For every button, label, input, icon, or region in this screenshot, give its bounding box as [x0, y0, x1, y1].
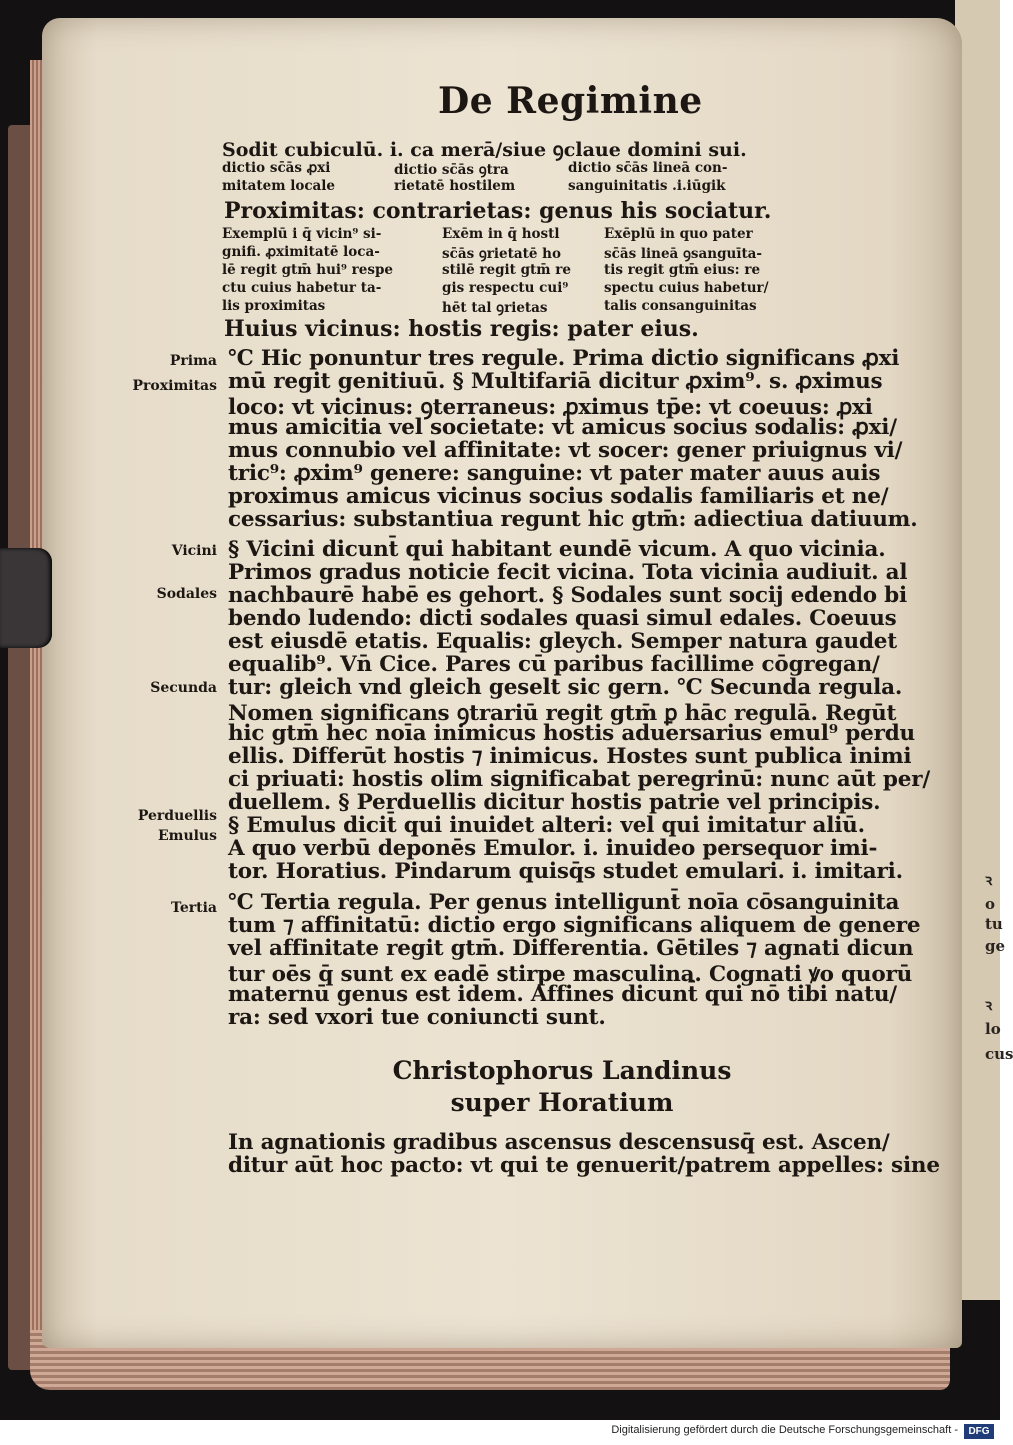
body-line: tur: gleich vnd gleich geselt sic gern. ℃ Secunda regula.: [228, 675, 903, 700]
facing-page-fragment: cus: [985, 1045, 1013, 1063]
interlinear-note: hēt tal ꝯrietas: [442, 300, 548, 316]
body-line: § Vicini dicunt̄ qui habitant eundē vicum. A quo vicinia.: [228, 537, 886, 562]
book-page: [42, 18, 962, 1348]
body-line: cessarius: substantiua regunt hic gtm̄: adiectiua datiuum.: [228, 507, 918, 532]
interlinear-note: ctu cuius habetur ta-: [222, 280, 382, 296]
section-subheading: super Horatium: [450, 1088, 674, 1117]
interlinear-note: spectu cuius habetur/: [604, 280, 769, 296]
body-line: ℃ Hic ponuntur tres regule. Prima dictio significans ꝓxi: [228, 346, 900, 371]
closing-line: In agnationis gradibus ascensus descensusq̄ est. Ascen/: [228, 1130, 890, 1155]
facing-page-fragment: tu: [985, 915, 1003, 933]
body-line: bendo ludendo: dicti sodales quasi simul edales. Coeuus: [228, 606, 897, 631]
facing-page-fragment: o: [985, 895, 996, 913]
body-line: ci priuati: hostis olim significabat peregrinū: nunc aūt per/: [228, 767, 931, 792]
body-line: mus amicitia vel societate: vt amicus socius sodalis: ꝓxi/: [228, 415, 897, 440]
interlinear-note: sc̄ās lineā ꝯsanguīta-: [604, 246, 763, 262]
interlinear-note: lis proximitas: [222, 298, 326, 314]
body-line: mus connubio vel affinitate: vt socer: gener priuignus vi/: [228, 438, 903, 463]
section-heading: Christophorus Landinus: [392, 1056, 732, 1085]
interlinear-note: stilē regit gtm̄ re: [442, 262, 571, 278]
body-line: hic gtm̄ hec noīa inimicus hostis aduersarius emul⁹ perdu: [228, 721, 915, 746]
body-line: ℃ Tertia regula. Per genus intelligunt̄ noīa cōsanguinita: [228, 890, 900, 915]
interlinear-note: sc̄ās ꝯrietatē ho: [442, 246, 561, 262]
interlinear-note: sanguinitatis .i.iūgik: [568, 178, 726, 194]
body-line: est eiusdē etatis. Equalis: gleych. Semper natura gaudet: [228, 629, 897, 654]
body-line: tum ⁊ affinitatū: dictio ergo significans aliquem de genere: [228, 913, 921, 938]
body-line: tor. Horatius. Pindarum quisq̄s studet emulari. i. imitari.: [228, 859, 903, 884]
interlinear-note: gnifi. ꝓximitatē loca-: [222, 244, 380, 260]
body-line: vel affinitate regit gtm̄. Differentia. Gētiles ⁊ agnati dicun: [228, 936, 914, 961]
body-line: § Emulus dicit̄ qui inuidet alteri: vel qui imitatur aliū.: [228, 813, 865, 838]
body-line: tur oēs q̄ sunt ex eadē stirpe masculina. Cognati ꝟo quorū: [228, 962, 913, 987]
dfg-logo: DFG: [964, 1424, 994, 1439]
interlinear-note: dictio sc̄ās ꝯtra: [394, 162, 509, 178]
funding-credit: Digitalisierung gefördert durch die Deutsche Forschungsgemeinschaft -: [611, 1424, 958, 1436]
verse-line: Huius vicinus: hostis regis: pater eius.: [224, 316, 699, 342]
interlinear-note: Exēm in q̄ hostl: [442, 226, 560, 242]
margin-note: Proximitas: [132, 378, 217, 394]
margin-note: Sodales: [156, 586, 217, 602]
body-line: ra: sed vxori tue coniuncti sunt.: [228, 1005, 606, 1030]
body-line: tric⁹: ꝓxim⁹ genere: sanguine: vt pater mater auus auis: [228, 461, 881, 486]
interlinear-note: Exemplū i q̄ vicin⁹ si-: [222, 226, 382, 242]
header-line: Sodit cubiculū. i. ca merā/siue ꝯclaue domini sui.: [222, 139, 747, 161]
facing-page-fragment: ꝛ: [985, 871, 993, 889]
margin-note: Emulus: [157, 828, 217, 844]
interlinear-note: lē regit gtm̄ hui⁹ respe: [222, 262, 393, 278]
facing-page-fragment: ꝛ: [985, 996, 993, 1014]
margin-note: Perduellis: [137, 808, 217, 824]
facing-page-fragment: ge: [985, 937, 1006, 955]
facing-page-fragment: lo: [985, 1020, 1001, 1038]
margin-note: Prima: [169, 353, 217, 369]
body-line: maternū genus est idem. Affines dicunt̄ qui nō tibi natu/: [228, 982, 897, 1007]
body-line: nachbaurē habē es gehort. § Sodales sunt socij edendo bi: [228, 583, 907, 608]
body-line: Primos gradus noticie fecit vicina. Tota vicinia audiuit. al: [228, 560, 908, 585]
interlinear-note: Exēplū in quo pater: [604, 226, 753, 242]
footer-bar: [0, 1420, 1000, 1445]
body-line: duellem. § Perduellis dicitur hostis patrie vel principis.: [228, 790, 881, 815]
body-line: proximus amicus vicinus socius sodalis familiaris et ne/: [228, 484, 889, 509]
body-line: A quo verbū deponēs Emulor. i. inuideo persequor imi-: [228, 836, 878, 861]
body-line: ellis. Differūt hostis ⁊ inimicus. Hostes sunt publica inimi: [228, 744, 912, 769]
interlinear-note: talis consanguinitas: [604, 298, 757, 314]
interlinear-note: rietatē hostilem: [394, 178, 516, 194]
body-line: Nomen significans ꝯtrariū regit gtm̄ ꝑ hāc regulā. Regūt: [228, 701, 897, 726]
margin-note: Secunda: [150, 680, 217, 696]
closing-line: ditur aūt hoc pacto: vt qui te genuerit/patrem appelles: sine: [228, 1153, 940, 1178]
interlinear-note: gis respectu cui⁹: [442, 280, 569, 296]
book-clasp: [0, 548, 52, 648]
interlinear-note: mitatem locale: [222, 178, 336, 194]
margin-note: Tertia: [171, 900, 217, 916]
verse-line: Proximitas: contrarietas: genus his sociatur.: [224, 198, 772, 224]
interlinear-note: dictio sc̄ās ꝓxi: [222, 160, 331, 176]
interlinear-note: tis regit gtm̄ eius: re: [604, 262, 761, 278]
page-title: De Regimine: [438, 80, 703, 122]
body-line: mū regit genitiuū. § Multifariā dicitur ꝓxim⁹. s. ꝓximus: [228, 369, 883, 394]
interlinear-note: dictio sc̄ās lineā con-: [568, 160, 728, 176]
margin-note: Vicini: [171, 543, 217, 559]
body-line: equalib⁹. Vn̄ Cice. Pares cū paribus facillime cōgregan/: [228, 652, 880, 677]
body-line: loco: vt vicinus: ꝯterraneus: ꝓximus tp̄e: vt coeuus: ꝓxi: [228, 395, 873, 420]
